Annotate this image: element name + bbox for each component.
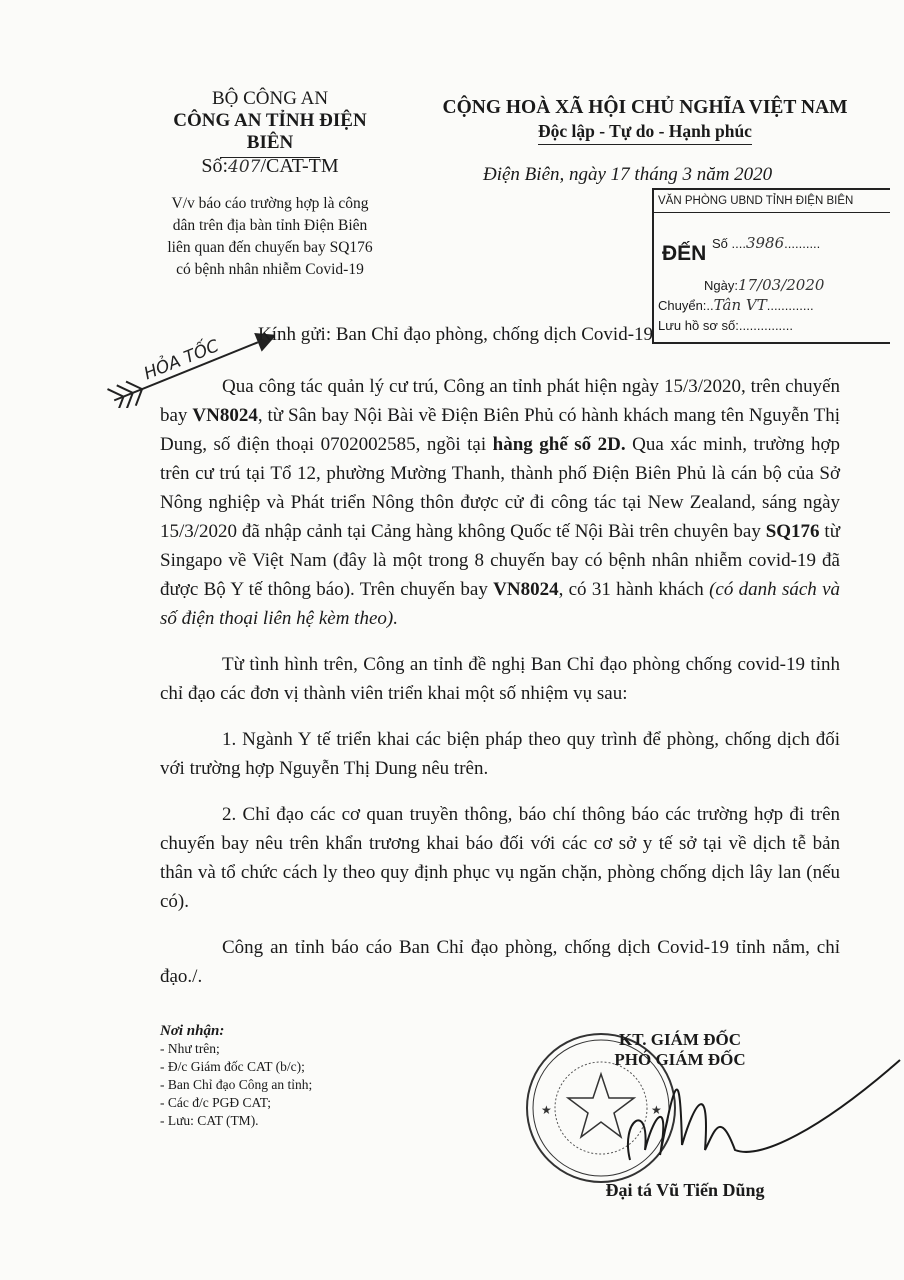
paragraph-1 (160, 372, 840, 633)
doc-number-prefix: Số: (201, 155, 229, 177)
text: Qua xác minh, trường hợp trên cư trú tại Tổ 12, phường Mường Thanh, thành phố Điện Biên Phủ là cán bộ của Sở Nông nghiệp và Phát triển Nông thôn được cử đi công tác tại New Zealand, sáng ngày 15/3/2020 đã nhập cảnh tại Cảng hàng không Quốc tế Nội Bài trên chuyên bay (160, 434, 840, 542)
date-line: Điện Biên, ngày 17 tháng 3 năm 2020 (483, 164, 773, 185)
stamp-luu-label: Lưu hồ sơ số: (658, 318, 739, 333)
received-stamp (652, 188, 890, 344)
task-item-1: 1. Ngành Y tế triển khai các biện pháp theo quy trình để phòng, chống dịch đối với trường hợp Nguyễn Thị Dung nêu trên. (160, 729, 840, 779)
agency-name: CÔNG AN TỈNH ĐIỆN BIÊN (173, 110, 367, 153)
stamp-chuyen-label: Chuyển: (658, 298, 707, 313)
stamp-den: ĐẾN (662, 242, 707, 265)
closing: Công an tỉnh báo cáo Ban Chỉ đạo phòng, chống dịch Covid-19 tỉnh nắm, chỉ đạo./. (160, 937, 840, 987)
flight-number: SQ176 (765, 521, 820, 542)
paragraph-2: Từ tình hình trên, Công an tỉnh đề nghị Ban Chỉ đạo phòng chống covid-19 tỉnh chỉ đạo các đơn vị thành viên triển khai một số nhiệm vụ sau: (160, 654, 840, 704)
doc-number-suffix: /CAT-TM (260, 155, 339, 177)
flight-number: VN8024 (493, 579, 559, 600)
flight-number: VN8024 (192, 405, 258, 426)
svg-text:★: ★ (651, 1103, 662, 1117)
doc-number-handwritten: 407 (228, 157, 261, 177)
task-item-2: 2. Chỉ đạo các cơ quan truyền thông, báo chí thông báo các trường hợp đi trên chuyến bay nêu trên khẩn trương khai báo đối với các cơ sở y tế sở tại về dịch tễ bản thân và tổ chức cách ly theo quy định phục vụ ngăn chặn, phòng chống dịch lây lan (nếu có). (160, 804, 840, 912)
document-body (160, 372, 840, 991)
recipient-item: - Lưu: CAT (TM). (160, 1113, 259, 1128)
stamp-ngay-value: 17/03/2020 (737, 276, 825, 294)
stamp-chuyen-value: Tân VT (713, 296, 767, 314)
ministry-name: BỘ CÔNG AN (211, 88, 329, 109)
signer-name: Đại tá Vũ Tiến Dũng (605, 1180, 765, 1200)
recipients (160, 1022, 312, 1130)
stamp-ngay-label: Ngày: (704, 278, 738, 293)
stamp-chuyen: Chuyển:..Tân VT............. (658, 296, 814, 314)
subject-line: có bệnh nhân nhiễm Covid-19 (176, 261, 364, 278)
sign-title-2: PHÓ GIÁM ĐỐC (614, 1050, 746, 1069)
recipient-item: - Các đ/c PGĐ CAT; (160, 1095, 271, 1110)
text: Qua công tác quản lý cư trú, Công an tỉnh phát hiện ngày 15/3/2020, trên chuyến bay (160, 376, 840, 426)
svg-text:★: ★ (541, 1103, 552, 1117)
urgent-stamp-text: HỎA TỐC (141, 336, 222, 385)
greeting: Kính gửi: Ban Chỉ đạo phòng, chống dịch Covid-19 (258, 324, 654, 345)
national-motto: Độc lập - Tự do - Hạnh phúc (538, 120, 752, 145)
recipient-item: - Ban Chỉ đạo Công an tỉnh; (160, 1077, 313, 1092)
stamp-so-value: 3986 (745, 234, 785, 252)
seat-number: hàng ghế số 2D. (492, 434, 626, 455)
text: , có 31 hành khách (558, 579, 710, 600)
text: , từ Sân bay Nội Bài về Điện Biên Phủ có hành khách mang tên Nguyễn Thị Dung, số điện thoại 0702002585, ngồi tại (160, 405, 840, 455)
text: từ Singapo về Việt Nam (đây là một trong 8 chuyến bay có bệnh nhân nhiễm covid-19 đã được Bộ Y tế thông báo). Trên chuyến bay (160, 521, 840, 600)
recipient-item: - Đ/c Giám đốc CAT (b/c); (160, 1059, 305, 1074)
subject-line: V/v báo cáo trường hợp là công (171, 195, 369, 212)
subject-line: dân trên địa bàn tỉnh Điện Biên (172, 217, 368, 234)
stamp-so-label: Số (712, 236, 728, 251)
stamp-ngay (704, 276, 824, 294)
attachment-note: (có danh sách và số điện thoại liên hệ kèm theo). (160, 579, 841, 629)
stamp-office: VĂN PHÒNG UBND TỈNH ĐIỆN BIÊN (654, 190, 890, 213)
sign-title-1: KT. GIÁM ĐỐC (619, 1030, 741, 1049)
recipients-heading: Nơi nhận: (160, 1023, 225, 1039)
subject (150, 193, 390, 281)
stamp-luu: Lưu hồ sơ số:............... (658, 318, 794, 333)
document-number (150, 155, 390, 178)
nation-name: CỘNG HOÀ XÃ HỘI CHỦ NGHĨA VIỆT NAM (442, 97, 848, 118)
signature-block (560, 1030, 800, 1070)
stamp-so: Số ....3986.......... (712, 234, 821, 252)
national-header (430, 96, 860, 145)
recipient-item: - Như trên; (160, 1041, 220, 1056)
issuer-header (150, 88, 390, 158)
subject-line: liên quan đến chuyến bay SQ176 (167, 239, 373, 256)
